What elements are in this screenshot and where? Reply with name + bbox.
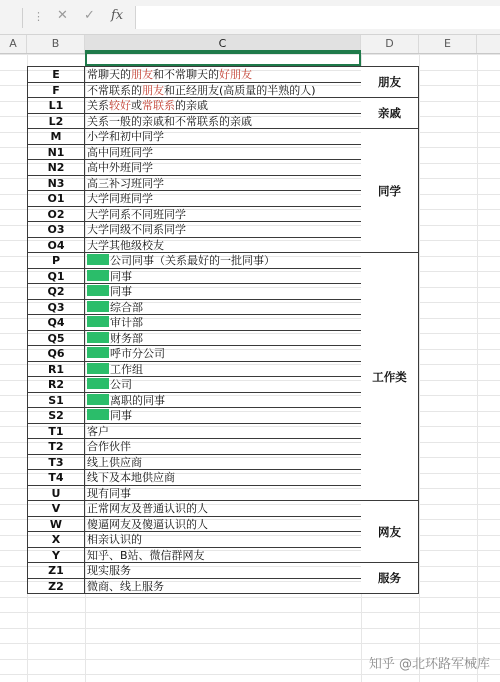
row-description[interactable] [85,269,361,284]
description-text: 高中同班同学 [87,145,153,159]
description-text: 大学同班同学 [87,192,153,205]
formula-bar [0,0,500,35]
table-row[interactable] [27,563,361,579]
description-text: 大学同级不同系同学 [87,223,186,236]
row-code[interactable]: T3 [27,455,85,470]
redaction-block [87,409,109,420]
row-description[interactable] [85,114,361,129]
formula-input[interactable] [135,6,500,29]
table-row[interactable] [27,331,361,347]
table-row[interactable] [27,579,361,595]
row-description[interactable] [85,176,361,191]
description-text: 公司 [110,378,132,391]
description-text: 大学同系不同班同学 [87,207,186,221]
table-row[interactable] [27,315,361,331]
description-text: 关系一般的亲戚和不常联系的亲戚 [87,114,252,128]
row-description[interactable] [85,331,361,346]
cancel-icon[interactable]: ✕ [57,8,68,23]
row-description[interactable] [85,98,361,113]
row-code[interactable]: T2 [27,439,85,454]
row-description[interactable] [85,145,361,160]
description-text: 同事 [110,269,132,283]
description-text: 知乎、B站、微信群网友 [87,548,205,562]
description-text: 公司同事（关系最好的一批同事） [110,254,275,267]
row-code[interactable]: X [27,532,85,547]
column-header-b[interactable]: B [27,35,85,53]
group-label[interactable]: 朋友 [361,66,419,98]
description-text: 现有同事 [87,486,131,500]
row-description[interactable] [85,501,361,516]
row-description[interactable] [85,67,361,82]
row-description[interactable] [85,548,361,563]
row-code[interactable]: T1 [27,424,85,439]
description-text: 线下及本地供应商 [87,471,175,484]
row-code[interactable]: N2 [27,160,85,175]
table-row[interactable] [27,424,361,440]
confirm-icon[interactable]: ✓ [84,8,95,23]
row-code[interactable]: O3 [27,222,85,237]
row-code[interactable]: Z2 [27,579,85,594]
description-text: 同事 [110,409,132,422]
table-row[interactable] [27,67,361,83]
row-description[interactable] [85,300,361,315]
row-code[interactable]: O4 [27,238,85,253]
highlighted-text: 较好 [109,99,131,112]
row-description[interactable] [85,393,361,408]
table-row[interactable] [27,222,361,238]
table-row[interactable] [27,145,361,161]
table-row[interactable] [27,83,361,99]
row-code[interactable]: Q6 [27,346,85,361]
row-description[interactable] [85,191,361,206]
row-description[interactable] [85,377,361,392]
row-description[interactable] [85,579,361,594]
redaction-block [87,363,109,374]
description-text: 客户 [87,424,109,438]
table-row[interactable] [27,377,361,393]
table-row[interactable] [27,176,361,192]
redaction-block [87,316,109,327]
row-description[interactable] [85,284,361,299]
description-text: 正常网友及普通认识的人 [87,502,208,515]
row-description[interactable] [85,222,361,237]
row-code[interactable]: R1 [27,362,85,377]
row-description[interactable] [85,253,361,268]
table-row[interactable] [27,548,361,564]
description-text: 离职的同事 [110,393,165,407]
description-text: 现实服务 [87,564,131,577]
redaction-block [87,378,109,389]
table-row[interactable] [27,486,361,502]
row-description[interactable] [85,207,361,222]
table-row[interactable] [27,238,361,254]
column-header-c[interactable]: C [85,35,361,53]
redaction-block [87,270,109,281]
table-row[interactable] [27,408,361,424]
description-text: 高中外班同学 [87,161,153,174]
row-code[interactable]: Q1 [27,269,85,284]
row-description[interactable] [85,517,361,532]
table-row[interactable] [27,269,361,285]
description-text: 相亲认识的 [87,533,142,546]
table-row[interactable] [27,191,361,207]
table-row[interactable] [27,517,361,533]
highlighted-text: 好朋友 [219,68,252,81]
row-code[interactable]: V [27,501,85,516]
redaction-block [87,347,109,358]
group-label[interactable]: 同学 [361,128,419,253]
row-code[interactable]: N3 [27,176,85,191]
row-description[interactable] [85,470,361,485]
description-text: 的亲戚 [175,99,208,112]
row-code[interactable]: E [27,67,85,82]
row-description[interactable] [85,455,361,470]
row-description[interactable] [85,362,361,377]
row-code[interactable]: P [27,253,85,268]
description-text: 同事 [110,285,132,298]
row-description[interactable] [85,408,361,423]
row-code[interactable]: L1 [27,98,85,113]
redaction-block [87,254,109,265]
description-text: 或 [131,99,142,112]
table-row[interactable] [27,532,361,548]
row-description[interactable] [85,160,361,175]
row-code[interactable]: Q3 [27,300,85,315]
redaction-block [87,301,109,312]
row-code[interactable]: M [27,129,85,144]
group-label[interactable]: 工作类 [361,252,419,501]
row-code[interactable]: Y [27,548,85,563]
selected-cell[interactable] [85,50,361,66]
row-code[interactable]: L2 [27,114,85,129]
row-code[interactable]: R2 [27,377,85,392]
description-text: 综合部 [110,300,143,314]
table-row[interactable] [27,362,361,378]
description-text: 关系 [87,99,109,112]
row-code[interactable]: O2 [27,207,85,222]
redaction-block [87,394,109,405]
redaction-block [87,285,109,296]
description-text: 大学其他级校友 [87,238,164,252]
row-code[interactable]: Q5 [27,331,85,346]
row-description[interactable] [85,346,361,361]
table-row[interactable] [27,439,361,455]
description-text: 小学和初中同学 [87,130,164,143]
row-code[interactable]: Q2 [27,284,85,299]
group-label[interactable]: 服务 [361,562,419,594]
description-text: 合作伙伴 [87,440,131,453]
row-code[interactable]: W [27,517,85,532]
row-code[interactable]: O1 [27,191,85,206]
highlighted-text: 朋友 [131,68,153,81]
table-row[interactable] [27,393,361,409]
table-row[interactable] [27,455,361,471]
table-row[interactable] [27,470,361,486]
table-row[interactable] [27,98,361,114]
column-header-d[interactable]: D [361,35,419,53]
description-text: 常聊天的 [87,68,131,81]
description-text: 微商、线上服务 [87,579,164,593]
more-options-icon[interactable]: ⋮ [33,10,44,23]
table-row[interactable] [27,501,361,517]
row-description[interactable] [85,238,361,253]
table-row[interactable] [27,253,361,269]
table-row[interactable] [27,129,361,145]
description-text: 财务部 [110,331,143,345]
function-icon[interactable]: fx [111,8,124,23]
row-description[interactable] [85,486,361,501]
table-row[interactable] [27,114,361,130]
row-description[interactable] [85,439,361,454]
table-row[interactable] [27,346,361,362]
row-code[interactable]: Q4 [27,315,85,330]
description-text: 不常联系的 [87,83,142,97]
row-code[interactable]: F [27,83,85,98]
description-text: 和正经朋友(高质量的半熟的人) [164,83,316,97]
table-row[interactable] [27,284,361,300]
row-description[interactable] [85,563,361,578]
table-row[interactable] [27,300,361,316]
table-row[interactable] [27,207,361,223]
row-code[interactable]: N1 [27,145,85,160]
table-row[interactable] [27,160,361,176]
row-description[interactable] [85,315,361,330]
row-code[interactable]: S1 [27,393,85,408]
group-label[interactable]: 亲戚 [361,97,419,129]
column-header-e[interactable]: E [419,35,477,53]
row-code[interactable]: T4 [27,470,85,485]
row-code[interactable]: Z1 [27,563,85,578]
highlighted-text: 常联系 [142,99,175,112]
name-box[interactable] [0,8,23,28]
row-code[interactable]: S2 [27,408,85,423]
description-text: 和不常聊天的 [153,68,219,81]
highlighted-text: 朋友 [142,83,164,97]
description-text: 傻逼网友及傻逼认识的人 [87,517,208,531]
row-description[interactable] [85,424,361,439]
description-text: 工作组 [110,362,143,376]
redaction-block [87,332,109,343]
row-description[interactable] [85,532,361,547]
watermark: 知乎 @北环路军械库 [368,657,490,672]
column-header-a[interactable]: A [0,35,27,53]
row-description[interactable] [85,129,361,144]
row-code[interactable]: U [27,486,85,501]
description-text: 呼市分公司 [110,347,165,360]
description-text: 线上供应商 [87,455,142,469]
description-text: 审计部 [110,316,143,329]
description-text: 高三补习班同学 [87,176,164,190]
group-label[interactable]: 网友 [361,500,419,563]
row-description[interactable] [85,83,361,98]
